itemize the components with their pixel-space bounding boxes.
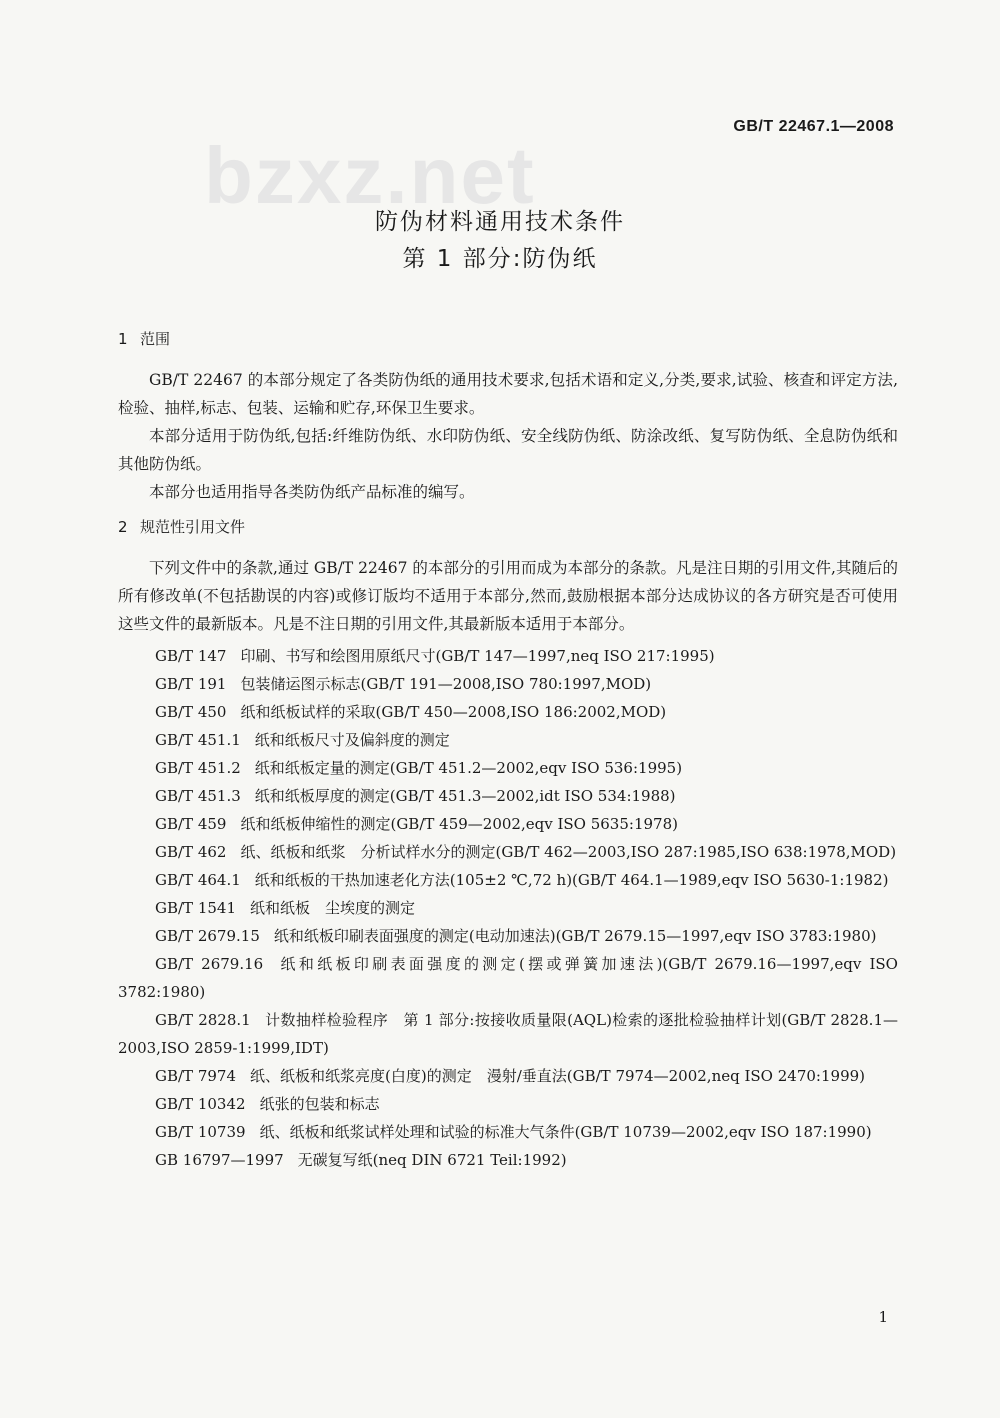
reference-code: GB/T 10739	[155, 1123, 246, 1141]
reference-text: 纸、纸板和纸浆 分析试样水分的测定(GB/T 462—2003,ISO 287:1985,ISO 638:1978,MOD)	[240, 843, 897, 861]
section-2-heading	[118, 516, 898, 538]
reference-text: 纸和纸板伸缩性的测定(GB/T 459—2002,eqv ISO 5635:1978)	[240, 815, 678, 833]
section-title: 范围	[140, 330, 171, 348]
section-number: 2	[118, 518, 128, 536]
reference-item	[118, 726, 898, 754]
reference-item	[118, 1146, 898, 1174]
reference-text: 纸和纸板 尘埃度的测定	[250, 899, 416, 917]
section-number: 1	[118, 330, 128, 348]
document-body	[118, 328, 898, 1174]
reference-code: GB/T 459	[155, 815, 227, 833]
reference-text: 纸和纸板印刷表面强度的测定(摆或弹簧加速法)(GB/T 2679.16—1997,eqv ISO 3782:1980)	[118, 955, 898, 1001]
reference-code: GB/T 450	[155, 703, 227, 721]
reference-code: GB/T 2679.16	[155, 955, 264, 973]
reference-item	[118, 810, 898, 838]
section-1-heading	[118, 328, 898, 350]
reference-text: 计数抽样检验程序 第 1 部分:按接收质量限(AQL)检索的逐批检验抽样计划(GB/T 2828.1—2003,ISO 2859-1:1999,IDT)	[118, 1011, 898, 1057]
paragraph: 下列文件中的条款,通过 GB/T 22467 的本部分的引用而成为本部分的条款。凡是注日期的引用文件,其随后的所有修改单(不包括勘误的内容)或修订版均不适用于本部分,然而,鼓励根据本部分达成协议的各方研究是否可使用这些文件的最新版本。凡是不注日期的引用文件,其最新版本适用于本部分。	[118, 559, 898, 633]
reference-item	[118, 698, 898, 726]
reference-list	[118, 642, 898, 1174]
reference-text: 纸和纸板定量的测定(GB/T 451.2—2002,eqv ISO 536:1995)	[254, 759, 683, 777]
reference-text: 包装储运图示标志(GB/T 191—2008,ISO 780:1997,MOD)	[240, 675, 652, 693]
reference-item	[118, 642, 898, 670]
watermark: bzxz.net	[204, 131, 536, 220]
reference-text: 纸和纸板厚度的测定(GB/T 451.3—2002,idt ISO 534:1988)	[254, 787, 676, 805]
reference-text: 无碳复写纸(neq DIN 6721 Teil:1992)	[297, 1151, 567, 1169]
reference-item	[118, 782, 898, 810]
reference-code: GB/T 451.3	[155, 787, 241, 805]
reference-item	[118, 754, 898, 782]
reference-text: 纸和纸板尺寸及偏斜度的测定	[254, 731, 450, 749]
reference-item	[118, 866, 898, 894]
reference-code: GB/T 2679.15	[155, 927, 260, 945]
reference-item	[118, 950, 898, 1006]
reference-code: GB/T 191	[155, 675, 227, 693]
reference-text: 纸、纸板和纸浆亮度(白度)的测定 漫射/垂直法(GB/T 7974—2002,neq ISO 2470:1999)	[250, 1067, 866, 1085]
reference-item	[118, 670, 898, 698]
reference-item	[118, 1062, 898, 1090]
paragraph: GB/T 22467 的本部分规定了各类防伪纸的通用技术要求,包括术语和定义,分类,要求,试验、核查和评定方法,检验、抽样,标志、包装、运输和贮存,环保卫生要求。	[118, 371, 898, 417]
reference-item	[118, 922, 898, 950]
reference-code: GB/T 462	[155, 843, 227, 861]
reference-text: 纸和纸板印刷表面强度的测定(电动加速法)(GB/T 2679.15—1997,eqv ISO 3783:1980)	[273, 927, 877, 945]
reference-text: 纸、纸板和纸浆试样处理和试验的标准大气条件(GB/T 10739—2002,eqv ISO 187:1990)	[259, 1123, 872, 1141]
reference-item	[118, 1006, 898, 1062]
document-title: 防伪材料通用技术条件	[375, 209, 625, 235]
document-subtitle: 第 1 部分:防伪纸	[402, 246, 598, 272]
section-title: 规范性引用文件	[140, 518, 246, 536]
reference-text: 纸和纸板试样的采取(GB/T 450—2008,ISO 186:2002,MOD)	[240, 703, 667, 721]
reference-item	[118, 1118, 898, 1146]
standard-code: GB/T 22467.1—2008	[733, 118, 894, 135]
reference-item	[118, 838, 898, 866]
page-number: 1	[878, 1308, 888, 1326]
reference-code: GB/T 2828.1	[155, 1011, 251, 1029]
reference-code: GB/T 451.2	[155, 759, 241, 777]
reference-code: GB/T 1541	[155, 899, 237, 917]
reference-code: GB/T 451.1	[155, 731, 241, 749]
paragraph: 本部分适用于防伪纸,包括:纤维防伪纸、水印防伪纸、安全线防伪纸、防涂改纸、复写防伪纸、全息防伪纸和其他防伪纸。	[118, 427, 898, 473]
reference-item	[118, 894, 898, 922]
reference-text: 印刷、书写和绘图用原纸尺寸(GB/T 147—1997,neq ISO 217:1995)	[240, 647, 715, 665]
reference-text: 纸张的包装和标志	[259, 1095, 380, 1113]
reference-item	[118, 1090, 898, 1118]
reference-code: GB 16797—1997	[155, 1151, 284, 1169]
reference-code: GB/T 10342	[155, 1095, 246, 1113]
reference-code: GB/T 147	[155, 647, 227, 665]
reference-code: GB/T 464.1	[155, 871, 241, 889]
reference-text: 纸和纸板的干热加速老化方法(105±2 ℃,72 h)(GB/T 464.1—1989,eqv ISO 5630-1:1982)	[254, 871, 889, 889]
paragraph: 本部分也适用指导各类防伪纸产品标准的编写。	[149, 483, 475, 501]
reference-code: GB/T 7974	[155, 1067, 237, 1085]
